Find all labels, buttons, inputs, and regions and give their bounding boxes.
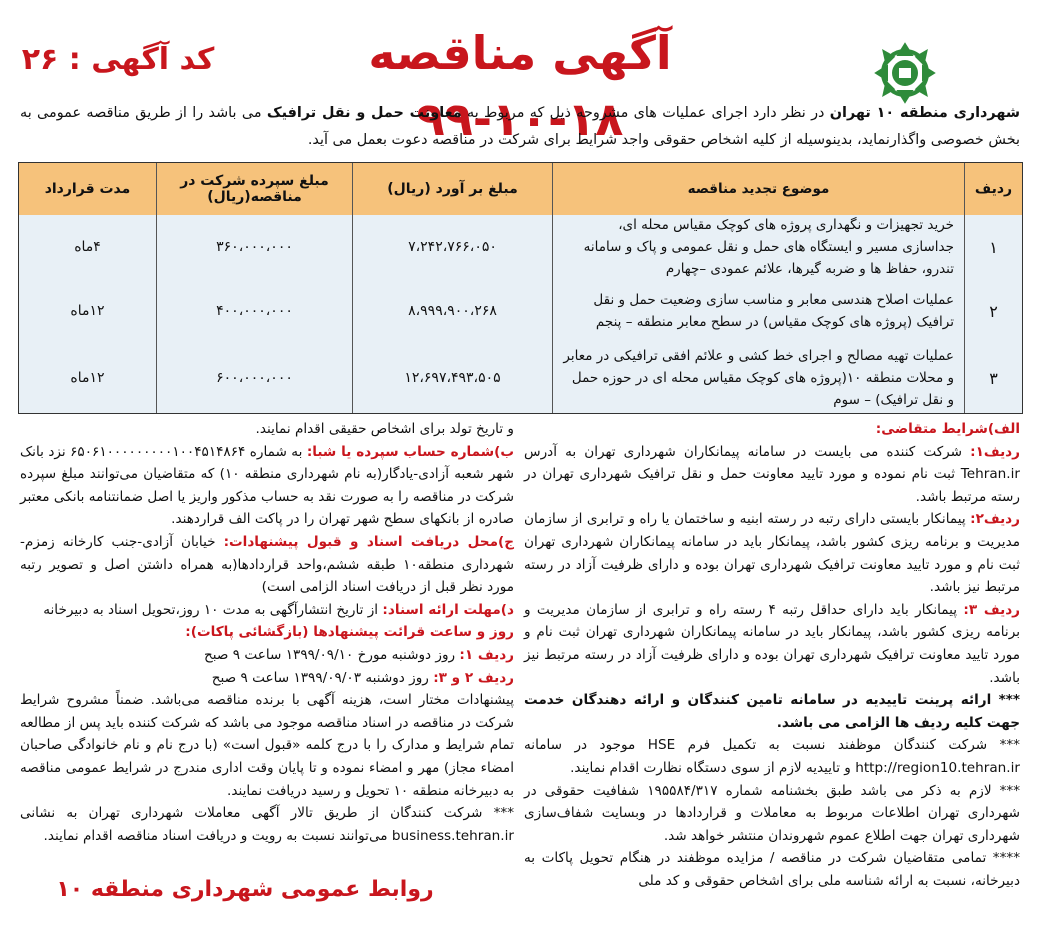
header-idx: ردیف xyxy=(964,163,1022,215)
page-title: آگهی مناقصه ۱۸-۱۰-۹۹ xyxy=(368,26,672,146)
row-idx: ۲ xyxy=(964,279,1022,343)
intro-text-2: می باشد را از طریق مناقصه عمومی به بخش خصوصی واگذارنماید، بدینوسیله از کلیه اشخاص حقوقی واجد شرایط برای شرکت در مناقصه دعوت بعمل می آید. xyxy=(20,105,1020,148)
intro-paragraph xyxy=(20,100,1020,156)
applicant-conditions xyxy=(524,418,1020,888)
row-deposit: ۶۰۰،۰۰۰،۰۰۰ xyxy=(156,343,352,413)
tender-details xyxy=(20,418,514,888)
tender-table xyxy=(18,162,1023,414)
org-name: شهرداری منطقه ۱۰ تهران xyxy=(829,105,1020,121)
header-subject: موضوع تجدید مناقصه xyxy=(552,163,964,215)
note-text: می‌توانند نسبت به رویت و دریافت اسناد مناقصه اقدام نمایند. xyxy=(43,827,392,844)
row-subject: خرید تجهیزات و نگهداری پروژه های کوچک مقیاس محله ای، جداسازی مسیر و ایستگاه های حمل و نقل عمومی و پاک و سامانه تندرو، حفاظ ها و ضربه گیرها، علائم عمودی –چهارم xyxy=(552,215,964,279)
condition-label: ردیف ۳: xyxy=(963,601,1020,618)
row-idx: ۱ xyxy=(964,215,1022,279)
opening-row-1 xyxy=(20,644,514,667)
note-text: و تاییدیه لازم از سوی دستگاه نظارت اقدام نمایند. xyxy=(570,759,856,776)
section-text: خیابان آزادی-جنب کارخانه زمزم-شهرداری منطقه۱۰ طبقه ششم،واحد قراردادها(به همراه داشتن اصل و تصویر رتبه مورد نظر قبل از دریافت اسناد الزامی است) xyxy=(20,533,515,596)
section-label: ردیف ۱: xyxy=(459,646,514,663)
note-1: *** ارائه پرینت تاییدیه در سامانه تامین کنندگان و ارائه دهندگان خدمت جهت کلیه ردیف ها الزامی می باشد. xyxy=(524,692,1020,731)
deputy-name: معاونت حمل و نقل ترافیک xyxy=(266,105,462,121)
section-text: از تاریخ انتشارآگهی به مدت ۱۰ روز،تحویل اسناد به دبیرخانه xyxy=(43,601,383,618)
note-4: **** تمامی متقاضیان شرکت در مناقصه / مزایده موظفند در هنگام تحویل پاکات به دبیرخانه، نسبت به ارائه شناسه ملی برای اشخاص حقوقی و کد ملی xyxy=(524,850,1020,889)
table-header xyxy=(19,163,1022,216)
header-estimate: مبلغ بر آورد (ریال) xyxy=(352,163,552,215)
condition-text: پیمانکار بایستی دارای رتبه در رسته ابنیه و ساختمان یا راه و ترابری از سازمان مدیریت و برنامه ریزی کشور باشد، پیمانکار باید در سامانه پیمانکاران شهرداری تهران ثبت نام و مورد تایید معاونت ترافیک شهرداری تهران بوده و دارای ظرفیت آزاد در رسته مرتبط نیز باشد. xyxy=(524,511,1020,596)
header-duration: مدت قرارداد xyxy=(44,181,131,197)
row-duration: ۱۲ماه xyxy=(70,370,105,386)
tehran-link[interactable]: Tehran.ir xyxy=(960,466,1020,483)
row-deposit: ۳۶۰،۰۰۰،۰۰۰ xyxy=(156,215,352,279)
row-estimate: ۱۲،۶۹۷،۴۹۳،۵۰۵ xyxy=(352,343,552,413)
condition-text: ثبت نام نموده و مورد تایید معاونت حمل و نقل ترافیک شهرداری تهران در رسته مرتبط باشد. xyxy=(524,466,1020,505)
conditions-heading: الف)شرایط متقاضی: xyxy=(875,421,1020,437)
note-3: *** لازم به ذکر می باشد طبق بخشنامه شماره ۱۹۵۵۸۴/۳۱۷ شفافیت حقوقی در شهرداری تهران اطلاعات مربوط به معاملات و قراردادها در وبسایت شفاف‌سازی شهرداری تهران جهت اطلاع عموم شهروندان منتشر خواهد شد. xyxy=(524,782,1020,844)
opening-heading: روز و ساعت قرائت پیشنهادها (بازگشائی پاکات): xyxy=(185,624,514,641)
table-row xyxy=(19,215,1022,280)
row-idx: ۳ xyxy=(964,343,1022,413)
section-label: ج)محل دریافت اسناد و قبول پیشنهادات: xyxy=(223,533,514,550)
section-label: ب)شماره حساب سپرده یا شبا: xyxy=(306,443,514,460)
opening-row-2-3 xyxy=(20,667,514,690)
condition-row-2 xyxy=(524,508,1020,598)
table-row xyxy=(19,343,1022,413)
header-deposit: مبلغ سپرده شرکت در مناقصه(ریال) xyxy=(156,163,352,215)
section-label: د)مهلت ارائه اسناد: xyxy=(382,601,514,618)
intro-text-1: در نظر دارد اجرای عملیات های مشروحه ذیل که مربوط به xyxy=(461,105,830,121)
condition-row-1 xyxy=(524,441,1020,509)
continuation-text: و تاریخ تولد برای اشخاص حقیقی اقدام نمایند. xyxy=(255,421,514,437)
condition-text: شرکت کننده می بایست در سامانه پیمانکاران شهرداری تهران به آدرس xyxy=(524,443,971,460)
condition-text: پیمانکار باید دارای حداقل رتبه ۴ رسته راه و ترابری از سازمان مدیریت و برنامه ریزی کشور باشد، پیمانکار باید در سامانه پیمانکاران شهرداری تهران ثبت نام و مورد تایید معاونت ترافیک شهرداری تهران بوده و دارای ظرفیت آزاد در رسته مرتبط نیز باشد. xyxy=(524,601,1020,686)
condition-label: ردیف۲: xyxy=(970,511,1020,528)
section-text: روز دوشنبه ۱۳۹۹/۰۹/۰۳ ساعت ۹ صبح xyxy=(211,669,434,686)
section-text: به شماره ۶۵۰۶۱۰۰۰۰۰۰۰۰۰۱۰۰۴۵۱۴۸۶۴ نزد بانک شهر شعبه آزادی-یادگار(به نام شهرداری منطقه ۱۰) که متقاضیان می‌توانند مبلغ سپرده شرکت در مناقصه را به صورت نقد به حساب مذکور واریز یا اصل ضمانتنامه بانکی معتبر صادره از بانکهای سطح شهر تهران را در پاکت الف قراردهند. xyxy=(20,443,514,528)
note-text: *** شرکت کنندگان موظفند نسبت به تکمیل فرم HSE موجود در سامانه xyxy=(524,737,1020,754)
business-link[interactable]: business.tehran.ir xyxy=(391,827,514,844)
region10-link[interactable]: http://region10.tehran.ir xyxy=(855,759,1020,776)
account-section xyxy=(20,441,514,531)
section-text: روز دوشنبه مورخ ۱۳۹۹/۰۹/۱۰ ساعت ۹ صبح xyxy=(204,646,460,663)
row-duration: ۱۲ماه xyxy=(70,303,105,319)
row-estimate: ۷،۲۴۲،۷۶۶،۰۵۰ xyxy=(352,215,552,279)
location-section xyxy=(20,531,514,599)
row-subject: عملیات تهیه مصالح و اجرای خط کشی و علائم افقی ترافیکی در معابر و محلات منطقه ۱۰(پروژه های کوچک مقیاس محله ای در حوزه حمل و نقل ترافیک) – سوم xyxy=(552,343,964,413)
footer-signature: روابط عمومی شهرداری منطقه ۱۰ xyxy=(56,877,434,902)
condition-label: ردیف۱: xyxy=(970,443,1020,460)
table-row xyxy=(19,279,1022,344)
row-subject: عملیات اصلاح هندسی معابر و مناسب سازی وضعیت حمل و نقل ترافیک (پروژه های کوچک مقیاس) در سطح معابر منطقه – پنجم xyxy=(552,279,964,343)
deadline-section xyxy=(20,599,514,622)
condition-row-3 xyxy=(524,599,1020,689)
row-estimate: ۸،۹۹۹،۹۰۰،۲۶۸ xyxy=(352,279,552,343)
municipality-logo-icon xyxy=(870,42,940,104)
section-label: ردیف ۲ و ۳: xyxy=(433,669,514,686)
conditions-paragraph: پیشنهادات مختار است، هزینه آگهی با برنده مناقصه می‌باشد. ضمناً مشروح شرایط شرکت در مناقصه در اسناد مناقصه موجود می باشد که شرکت کننده باید پس از مطالعه تمام شرایط و مدارک را با درج کلمه «قبول است» (با درج نام و نام خانوادگی صاحبان امضاء مجاز) مهر و امضاء نموده و تا پایان وقت اداری مندرج در شرایط عمومی مناقصه به دبیرخانه منطقه ۱۰ تحویل و رسید دریافت نمایند. xyxy=(20,692,514,799)
ad-code: کد آگهی : ۲۶ xyxy=(21,42,215,77)
note-text: *** شرکت کنندگان از طریق تالار آگهی معاملات شهرداری تهران به نشانی xyxy=(20,805,514,822)
row-duration: ۴ماه xyxy=(74,239,101,255)
business-note xyxy=(20,802,514,847)
row-deposit: ۴۰۰،۰۰۰،۰۰۰ xyxy=(156,279,352,343)
note-2 xyxy=(524,734,1020,779)
